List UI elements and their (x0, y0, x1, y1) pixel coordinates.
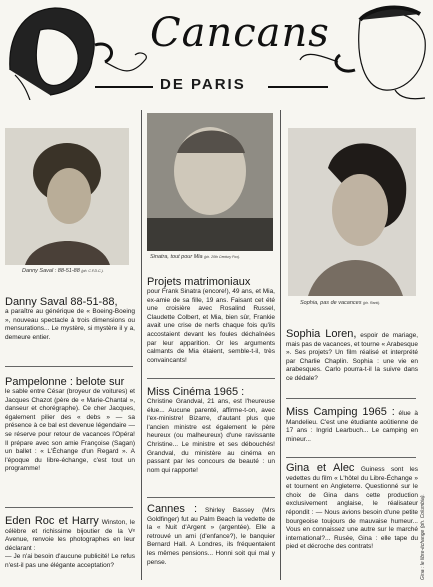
photo-caption: Sinatra, tout pour Mia (ph. 20th Century Fox). (150, 254, 241, 260)
article-heading: Miss Cinéma 1965 : (147, 386, 245, 398)
article-body: pour Frank Sinatra (encore!), 49 ans, et Mia, ex-amie de sa fille, 19 ans. Faisant cet été une croisière avec Rosalind Russel, Claudette Colbert, et Mia, bien sûr, Frankie avait une crise de nerfs chaque fois qu'ils accostaient devant les foules déchaînées par leur apparition. Or les arguments calmants de Mia étaient, semble-t-il, très convaincants! (147, 288, 275, 364)
photo-sophia-loren (288, 128, 416, 296)
article-heading: Gina et Alec (286, 462, 355, 474)
article-separator (147, 497, 275, 498)
article-sophia-loren (286, 328, 418, 384)
article-body: espoir de mariage, mais pas de vacances, et tourne « Arabesque ». Ses projets? Un film réalisé et interprété par Charlie Chaplin. Sophia : une vie en arabesques. Carlo pourra-t-il la suivre dans ce dédale? (286, 332, 419, 382)
article-heading: Projets matrimoniaux (147, 276, 251, 288)
article-body: — Je n'ai besoin d'aucune publicité! Le refus n'est-il pas une élégante acceptation? (5, 553, 135, 569)
article-eden-roc (5, 515, 135, 571)
article-cannes (147, 503, 275, 567)
magazine-section-subtitle: DE PARIS (160, 76, 246, 93)
article-separator (286, 457, 416, 458)
photo-sinatra (147, 113, 273, 251)
article-heading: Cannes : (147, 503, 198, 515)
side-photo-credit: Gina : le libre-échange (ph. Columbia). (420, 494, 426, 580)
article-heading: Danny Saval 88-51-88, (5, 296, 118, 308)
photo-danny-saval (5, 128, 129, 265)
article-separator (147, 378, 275, 379)
article-projets-matrimoniaux (147, 276, 275, 365)
article-body: Guiness sont les vedettes du film « L'hôtel du Libre-Échange » et tournent en Angleterre. Questionné sur le choix de Gina dans cette production exclusivement anglaise, le réalisateur répondit : — Nous avions besoin d'une petite bourgeoise toujours de mauvaise humeur... Vous en connaissez une autre sur le marché international?... Rusée, Gina : elle tape du pied et décroche des contrats! (286, 466, 418, 551)
article-separator (286, 398, 416, 399)
article-body: a paraître au générique de « Boeing-Boeing », nouveau spectacle à trois dimensions ou mensurations... Le mystère, si mystère il y a, demeure entier. (5, 308, 135, 341)
article-body: le sable entre César (broyeur de voitures) et Jacques Chazot (père de « Marie-Chantal », danseur et chorégraphe). Ce cher Jacques, également pilier des « debs » — sa présence à ce bal est devenue légendaire — se réserve pour retour de vacances l'Opéra! Il prépare avec son amie Françoise (Sagan) un ballet : « L'Échange d'un Regard ». A l'époque du libre-échange, c'est tout un programme! (5, 388, 135, 473)
column-divider (141, 110, 142, 580)
article-heading: Sophia Loren, (286, 328, 357, 340)
article-gina-alec (286, 462, 418, 552)
article-separator (5, 507, 133, 508)
photo-caption: Sophia, pas de vacances (ph. Rank). (300, 300, 381, 306)
article-pampelonne (5, 376, 135, 474)
column-divider (280, 110, 281, 580)
article-miss-cinema (147, 386, 275, 475)
magazine-section-title: Cancans (150, 10, 330, 56)
photo-caption: Danny Saval : 88-51-88 (ph. C.F.D.C.). (22, 268, 104, 274)
article-body: Shirley Bassey (Mrs Goldfinger) fut au Palm Beach la vedette de la « Nuit d'Argent » (argentée). Elle a retrouvé un ami (d'enfance?), le banquier Bernard Hall. A Londres, ils fréquentaient les mêmes pensions... Honni soit qui mal y pense. (147, 507, 275, 566)
title-rule-left (95, 86, 153, 88)
article-danny-saval (5, 296, 135, 342)
article-body: Christine Grandval, 21 ans, est l'heureuse élue... Aucune parenté, affirme-t-on, avec l'ex-ministre! Bizarre, d'autant plus que l'ancien ministre est également le père heureux (ou malheureux) d'une ravissante Christine... Le ministre et ses débouchés! Grandval, du ministère au cinéma en passant par les concours de beauté : un nom qui rapporte! (147, 398, 275, 474)
article-miss-camping (286, 406, 418, 444)
article-body: élue à Mandelieu. C'est une étudiante aoûtienne de 17 ans : Ingrid Learbuch... Le camping en mineur... (286, 410, 418, 443)
article-heading: Pampelonne : belote sur (5, 376, 125, 388)
title-rule-right (268, 86, 328, 88)
article-heading: Miss Camping 1965 : (286, 406, 395, 418)
article-lead: Winston, le célèbre et richissime bijoutier de la Vᵉ Avenue, renvoie les photographes en leur déclarant : (5, 519, 135, 552)
article-heading: Eden Roc et Harry (5, 515, 99, 527)
article-separator (5, 366, 133, 367)
